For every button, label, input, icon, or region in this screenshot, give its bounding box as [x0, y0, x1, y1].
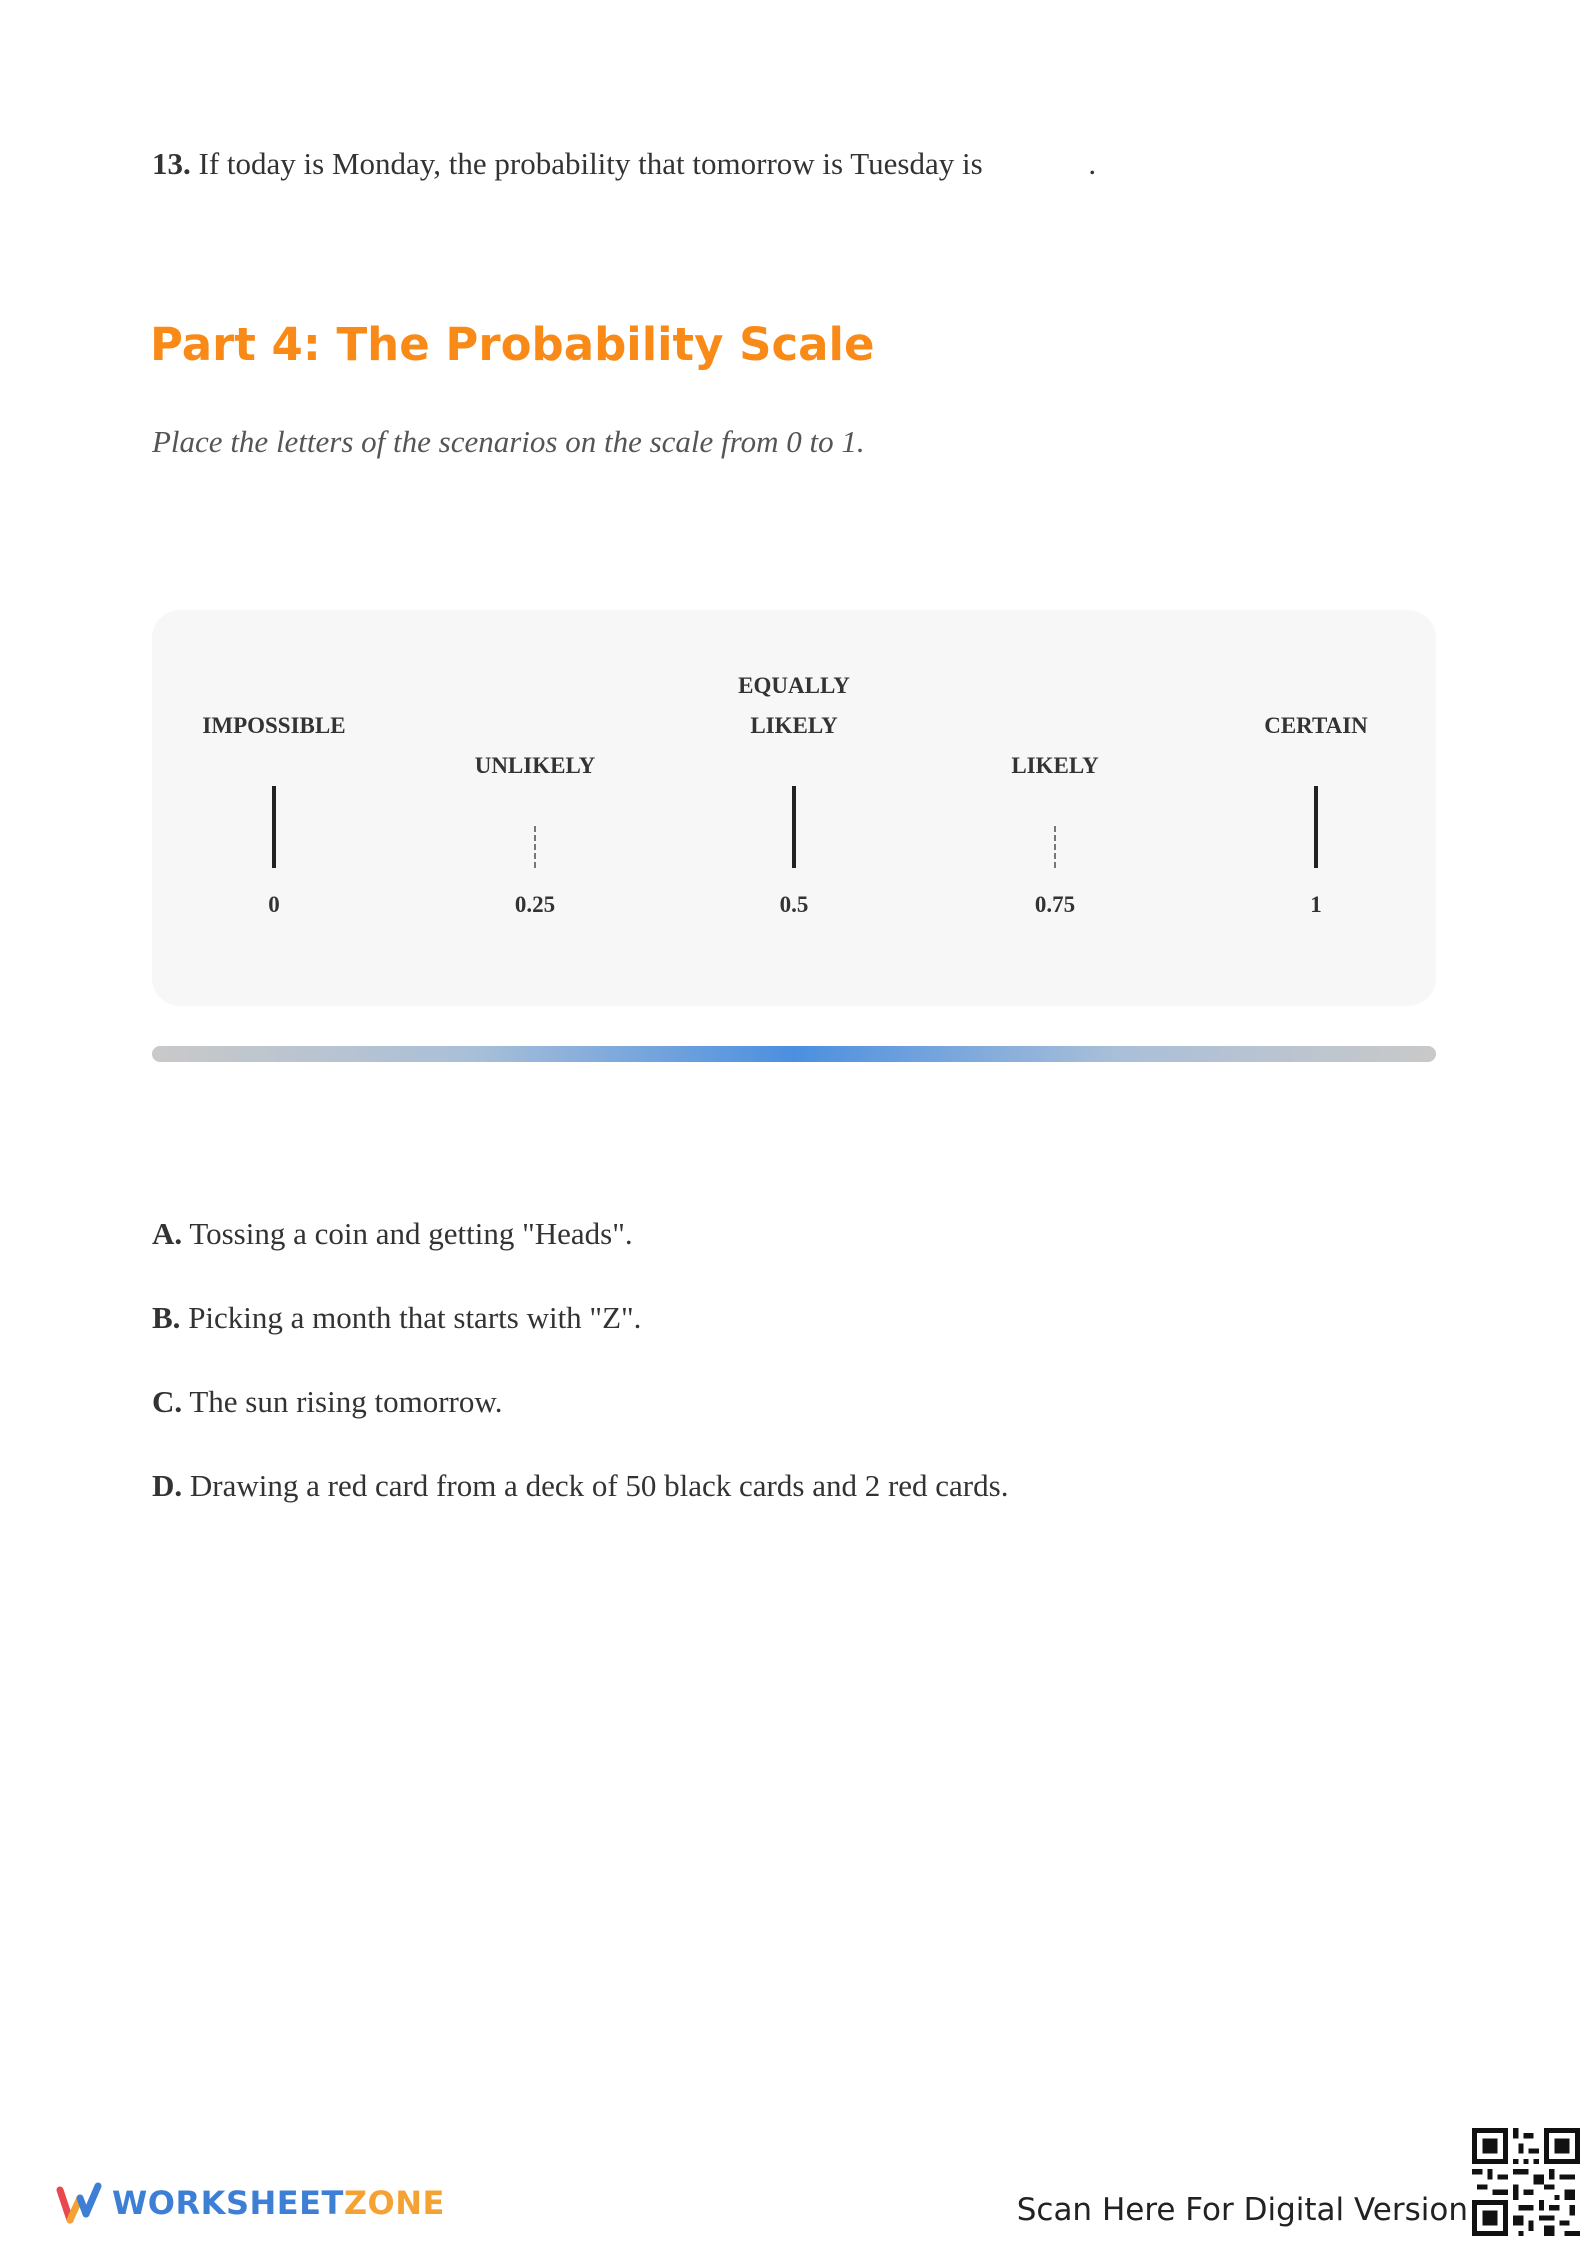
scenario-c — [152, 1384, 1008, 1468]
scenario-text: The sun rising tomorrow. — [189, 1384, 503, 1419]
brand-part-1: WORKSHEET — [112, 2184, 344, 2222]
question-number: 13. — [152, 146, 191, 181]
section-title: Part 4: The Probability Scale — [150, 318, 875, 371]
question-13 — [152, 146, 1096, 182]
scale-label: UNLIKELY — [474, 753, 596, 778]
scale-label: LIKELY — [1011, 753, 1099, 778]
brand-name — [112, 2184, 445, 2222]
scenario-list — [152, 1216, 1008, 1552]
scale-point-certain — [1206, 610, 1426, 1006]
instruction-text: Place the letters of the scenarios on the scale from 0 to 1. — [152, 424, 865, 459]
scan-text: Scan Here For Digital Version — [1016, 2192, 1468, 2228]
scale-label: CERTAIN — [1264, 713, 1368, 738]
brand-part-2: ZONE — [343, 2184, 445, 2222]
scenario-letter: D. — [152, 1468, 183, 1503]
scenario-letter: A. — [152, 1216, 183, 1251]
scale-value: 1 — [1310, 892, 1322, 917]
question-end: . — [1088, 146, 1097, 181]
scale-point-unlikely — [425, 610, 645, 1006]
scale-point-equally-likely — [684, 610, 904, 1006]
worksheetzone-logo-icon — [56, 2180, 102, 2226]
scale-label: LIKELY — [750, 713, 838, 738]
scale-label: IMPOSSIBLE — [202, 713, 346, 738]
scale-tick-solid — [792, 786, 796, 868]
scenario-d — [152, 1468, 1008, 1552]
scale-value: 0.75 — [1034, 892, 1076, 917]
scenario-text: Tossing a coin and getting "Heads". — [189, 1216, 633, 1251]
scale-value: 0 — [268, 892, 280, 917]
scale-value: 0.25 — [514, 892, 556, 917]
scale-tick-dashed — [1054, 826, 1056, 868]
qr-code-icon[interactable] — [1472, 2128, 1580, 2236]
scenario-b — [152, 1300, 1008, 1384]
probability-scale-card — [152, 610, 1436, 1006]
scale-tick-solid — [272, 786, 276, 868]
scale-label-top: EQUALLY — [738, 673, 850, 698]
scale-tick-dashed — [534, 826, 536, 868]
scenario-a — [152, 1216, 1008, 1300]
scale-point-impossible — [164, 610, 384, 1006]
probability-gradient-bar — [152, 1046, 1436, 1062]
scenario-text: Picking a month that starts with "Z". — [188, 1300, 642, 1335]
scale-tick-solid — [1314, 786, 1318, 868]
scenario-text: Drawing a red card from a deck of 50 black cards and 2 red cards. — [189, 1468, 1009, 1503]
scenario-letter: C. — [152, 1384, 183, 1419]
question-text: If today is Monday, the probability that tomorrow is Tuesday is — [198, 146, 983, 181]
scenario-letter: B. — [152, 1300, 181, 1335]
scale-point-likely — [945, 610, 1165, 1006]
worksheetzone-logo[interactable] — [56, 2180, 445, 2226]
scale-value: 0.5 — [779, 892, 809, 917]
